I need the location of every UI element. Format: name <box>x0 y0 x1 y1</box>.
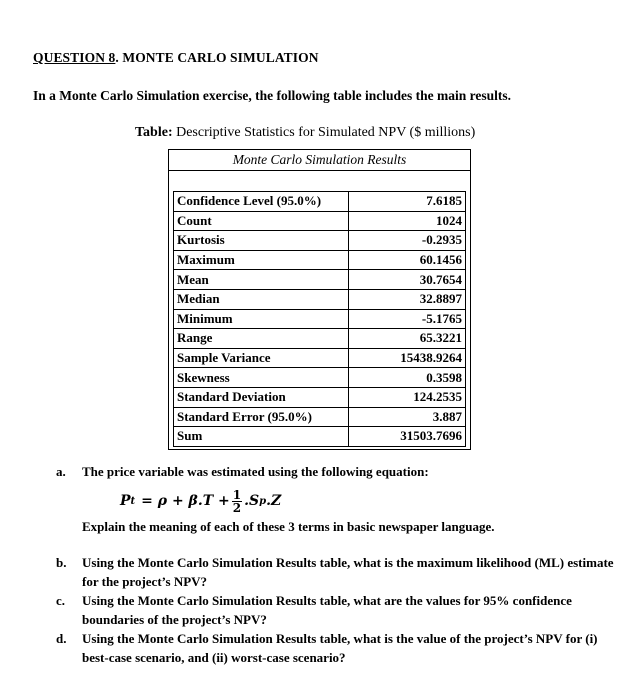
row-label: Kurtosis <box>174 231 349 251</box>
question-number: QUESTION 8 <box>33 50 116 65</box>
row-value: 32.8897 <box>349 289 466 309</box>
row-label: Standard Deviation <box>174 387 349 407</box>
row-value: 31503.7696 <box>400 428 462 444</box>
statistics-table <box>168 149 471 450</box>
row-label: Minimum <box>174 309 349 329</box>
row-label: Sum <box>174 427 349 446</box>
table-row <box>174 407 465 427</box>
question-c <box>56 591 616 629</box>
row-value: 3.887 <box>349 407 466 427</box>
question-c-text: Using the Monte Carlo Simulation Results table, what are the values for 95% confidence boundaries of the project’s NPV? <box>82 593 572 627</box>
row-value: 0.3598 <box>349 368 466 388</box>
row-value: 7.6185 <box>349 192 466 211</box>
question-d-text: Using the Monte Carlo Simulation Results table, what is the value of the project’s NPV for (i) best-case scenario, and (ii) worst-case scenario? <box>82 631 598 665</box>
table-row <box>174 231 465 251</box>
question-d-letter: d. <box>56 631 67 646</box>
row-value: 65.3221 <box>349 329 466 349</box>
question-a-letter: a. <box>56 464 66 479</box>
eq-fraction <box>232 489 242 514</box>
question-b-text: Using the Monte Carlo Simulation Results table, what is the maximum likelihood (ML) estimate for the project’s NPV? <box>82 555 614 589</box>
eq-lhs-sub: t <box>130 495 136 507</box>
question-b-letter: b. <box>56 555 67 570</box>
questions-list <box>56 462 616 667</box>
table-row <box>174 270 465 290</box>
eq-rhs: .S <box>244 492 260 509</box>
table-row <box>174 192 465 211</box>
row-label: Count <box>174 211 349 231</box>
table-spacer <box>169 171 471 192</box>
question-title: . MONTE CARLO SIMULATION <box>115 50 319 65</box>
intro-text: In a Monte Carlo Simulation exercise, the following table includes the main results. <box>33 88 511 103</box>
eq-tail: .Z <box>266 492 282 509</box>
results-box <box>173 191 466 447</box>
row-value: 15438.9264 <box>349 348 466 368</box>
table-row <box>174 211 465 231</box>
row-label: Skewness <box>174 368 349 388</box>
row-label: Standard Error (95.0%) <box>174 407 349 427</box>
table-row <box>174 427 465 446</box>
question-a-text: The price variable was estimated using the following equation: <box>82 464 429 479</box>
row-value: 1024 <box>349 211 466 231</box>
results-rows <box>174 192 465 446</box>
question-d <box>56 629 616 667</box>
caption-label: Table: <box>135 125 173 140</box>
table-title: Monte Carlo Simulation Results <box>169 150 471 171</box>
row-label: Mean <box>174 270 349 290</box>
question-heading <box>33 50 319 66</box>
row-value: -5.1765 <box>349 309 466 329</box>
table-row <box>174 309 465 329</box>
eq-lhs: P <box>120 492 131 509</box>
question-a-followup: Explain the meaning of each of these 3 terms in basic newspaper language. <box>82 519 495 534</box>
row-value: 60.1456 <box>349 250 466 270</box>
eq-frac-den: 2 <box>232 500 242 515</box>
row-label: Median <box>174 289 349 309</box>
question-a <box>56 462 616 536</box>
question-c-letter: c. <box>56 593 66 608</box>
row-value: -0.2935 <box>349 231 466 251</box>
table-row <box>174 348 465 368</box>
row-value: 30.7654 <box>349 270 466 290</box>
row-label: Confidence Level (95.0%) <box>174 192 349 211</box>
caption-text: Descriptive Statistics for Simulated NPV ($ millions) <box>172 125 476 140</box>
table-row <box>174 250 465 270</box>
row-value: 124.2535 <box>349 387 466 407</box>
question-b <box>56 553 616 591</box>
table-caption <box>135 125 475 141</box>
table-row <box>174 329 465 349</box>
eq-frac-num: 1 <box>232 487 242 502</box>
eq-mid: = ρ + β.T + <box>141 492 230 509</box>
eq-rhs-sub: p <box>259 495 267 507</box>
price-equation <box>120 487 616 515</box>
table-row <box>174 289 465 309</box>
row-label: Maximum <box>174 250 349 270</box>
row-label: Sample Variance <box>174 348 349 368</box>
table-row <box>174 368 465 388</box>
row-label: Range <box>174 329 349 349</box>
table-row <box>174 387 465 407</box>
